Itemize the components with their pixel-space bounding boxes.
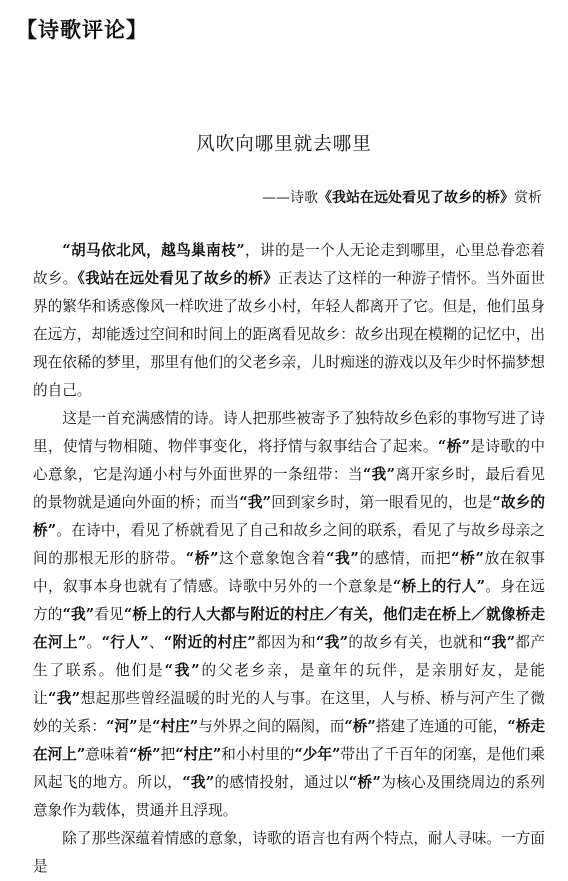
paragraph-text: 看见 [94, 606, 124, 623]
quoted-phrase: “村庄” [175, 746, 222, 763]
paragraph-text: 和小村里的 [221, 746, 295, 763]
paragraph-text: 的故乡有关，也就和 [348, 634, 483, 651]
paragraph-text: 放在叙事中，叙事本身也就有了情感。诗歌中另外的一个意象是 [33, 550, 545, 595]
quoted-phrase: 《我站在远处看见了故乡的桥》 [77, 270, 279, 287]
quoted-phrase: “桥” [451, 550, 484, 567]
article-body [33, 227, 545, 881]
article-paragraph [33, 405, 545, 825]
paragraph-text: 。在诗中，看见了桥就看见了自己和故乡之间的联系，看见了与故乡母亲之间的那根无形的脐带。 [33, 522, 545, 567]
paragraph-text: 这个意象饱含着 [218, 550, 327, 567]
paragraph-text: 意味着 [85, 746, 130, 763]
subtitle-prefix: ——诗歌 [262, 190, 318, 206]
quoted-phrase: “桥走在河上” [33, 718, 545, 763]
quoted-phrase: “桥上的行人大都与附近的村庄／有关，他们走在桥上／就像桥走在河上” [33, 606, 545, 651]
quoted-phrase: “我” [239, 494, 272, 511]
quoted-phrase: “河” [106, 718, 138, 735]
paragraph-text: 的父老乡亲，是童年的玩伴，是亲朋好友，是能让 [33, 662, 545, 707]
article-title: 风吹向哪里就去哪里 [196, 134, 372, 155]
quoted-phrase: “我” [182, 774, 215, 791]
paragraph-text: 是 [137, 718, 153, 735]
quoted-phrase: “桥” [437, 438, 471, 455]
paragraph-text: 带出了千百年的闭塞，是他们乘风起飞的地方。所以， [33, 746, 545, 791]
article-paragraph [33, 237, 545, 405]
quoted-phrase: “我” [164, 662, 200, 679]
paragraph-text: 想起那些曾经温暖的时光的人与事。在这里，人与桥、桥与河产生了微妙的关系： [33, 690, 545, 735]
subtitle-work-title: 《我站在远处看见了故乡的桥》 [318, 190, 514, 206]
paragraph-text: 离开家乡时，最后看见的景物就是通向外面的桥；而当 [33, 466, 545, 511]
article-subtitle [262, 187, 542, 207]
paragraph-text: 正表达了这样的一种游子情怀。当外面世界的繁华和诱惑像风一样吹进了故乡小村，年轻人都离开了它。但是，他们虽身在远方，却能透过空间和时间上的距离看见故乡：故乡出现在模糊的记忆中，出现在依稀的梦里，那里有他们的父老乡亲，儿时痴迷的游戏以及年少时怀揣梦想的自己。 [33, 270, 545, 399]
quoted-phrase: “我” [62, 606, 95, 623]
paragraph-text: 都因为和 [255, 634, 316, 651]
article-paragraph [33, 825, 545, 881]
quoted-phrase: “胡马依北风，越鸟巢南枝” [62, 242, 245, 259]
subtitle-suffix: 赏析 [514, 190, 542, 206]
quoted-phrase: “我” [326, 550, 359, 567]
paragraph-text: 回到家乡时，第一眼看见的，也是 [271, 494, 493, 511]
quoted-phrase: “我” [482, 634, 516, 651]
paragraph-text: 为核心及围绕周边的系列意象作为载体，贯通并且浮现。 [33, 774, 545, 819]
quoted-phrase: “桥” [129, 746, 161, 763]
quoted-phrase: “行人” [101, 634, 149, 651]
quoted-phrase: “附近的村庄” [163, 634, 256, 651]
paragraph-text: 是诗歌的中心意象，它是沟通小村与外面世界的一条纽带：当 [33, 438, 545, 483]
quoted-phrase: “桥上的行人” [392, 578, 485, 595]
paragraph-text: 与外界之间的隔阂，而 [198, 718, 345, 735]
paragraph-text: 的感情，而把 [358, 550, 452, 567]
paragraph-text: 。 [86, 634, 102, 651]
quoted-phrase: “我” [315, 634, 349, 651]
quoted-phrase: “桥” [185, 550, 219, 567]
paragraph-text: 都产生了联系。他们是 [33, 634, 545, 679]
quoted-phrase: “我” [362, 466, 396, 483]
quoted-phrase: “村庄” [152, 718, 199, 735]
quoted-phrase: “少年” [294, 746, 341, 763]
quoted-phrase: “桥” [344, 718, 376, 735]
paragraph-text: 这是一首充满感情的诗。诗人把那些被寄予了独特故乡色彩的事物写进了诗里，使情与物相随、物伴事变化，将抒情与叙事结合了起来。 [33, 410, 545, 455]
section-label: 【诗歌评论】 [16, 18, 148, 42]
quoted-phrase: “桥” [348, 774, 381, 791]
paragraph-text: 搭建了连通的可能， [375, 718, 508, 735]
paragraph-text: 。身在远方的 [33, 578, 545, 623]
paragraph-text: 除了那些深蕴着情感的意象，诗歌的语言也有两个特点，耐人寻味。一方面是 [33, 830, 545, 875]
quoted-phrase: “故乡的桥” [33, 494, 545, 539]
quoted-phrase: “我” [48, 690, 81, 707]
paragraph-text: 的感情投射，通过以 [214, 774, 349, 791]
paragraph-text: 把 [160, 746, 176, 763]
paragraph-text: 、 [148, 634, 164, 651]
paragraph-text: ，讲的是一个人无论走到哪里，心里总眷恋着故乡。 [33, 242, 545, 287]
